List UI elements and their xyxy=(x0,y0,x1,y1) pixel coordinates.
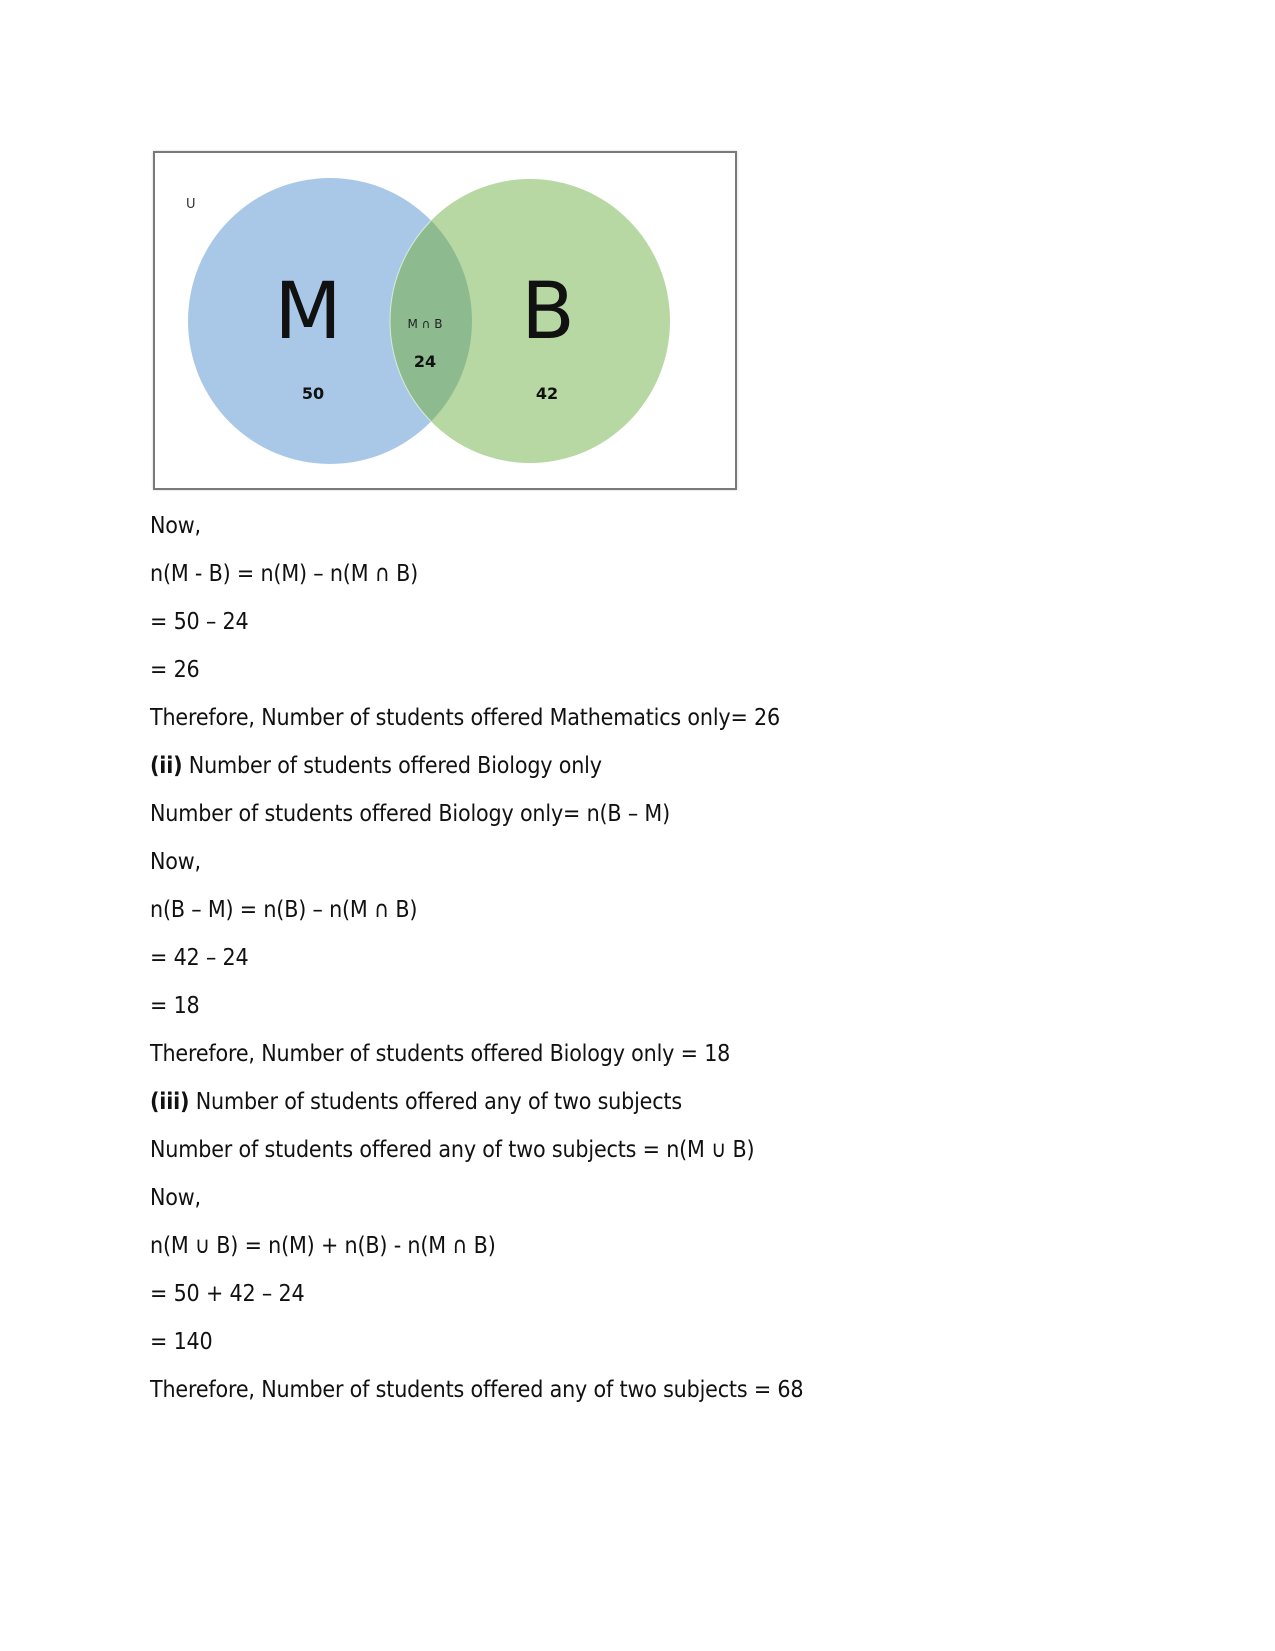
set-b-value: 42 xyxy=(535,384,559,403)
section-heading-iii: (iii) Number of students offered any of two subjects xyxy=(150,1089,682,1115)
set-b-label: B xyxy=(521,267,575,357)
text-line: Now, xyxy=(150,1185,201,1211)
text-line: Therefore, Number of students offered any of two subjects = 68 xyxy=(150,1377,804,1403)
text-line: = 50 – 24 xyxy=(150,609,249,635)
text-line: = 42 – 24 xyxy=(150,945,249,971)
text-line: n(M - B) = n(M) – n(M ∩ B) xyxy=(150,561,419,587)
text-line: = 140 xyxy=(150,1329,213,1355)
venn-diagram xyxy=(153,151,737,490)
universe-label: U xyxy=(186,197,196,212)
text-line: Number of students offered any of two subjects = n(M ∪ B) xyxy=(150,1137,755,1163)
solution-text xyxy=(150,514,876,1426)
set-m-label: M xyxy=(274,267,342,357)
intersection-value: 24 xyxy=(413,352,437,371)
text-line: n(M ∪ B) = n(M) + n(B) - n(M ∩ B) xyxy=(150,1233,496,1259)
text-line: = 26 xyxy=(150,657,200,683)
text-line: Therefore, Number of students offered Biology only = 18 xyxy=(150,1041,731,1067)
section-heading-ii: (ii) Number of students offered Biology only xyxy=(150,753,602,779)
venn-svg xyxy=(155,153,735,488)
text-line: = 18 xyxy=(150,993,200,1019)
text-line: Now, xyxy=(150,849,201,875)
text-line: n(B – M) = n(B) – n(M ∩ B) xyxy=(150,897,418,923)
text-line: Now, xyxy=(150,513,201,539)
set-m-value: 50 xyxy=(301,384,325,403)
text-line: Therefore, Number of students offered Mathematics only= 26 xyxy=(150,705,781,731)
text-line: Number of students offered Biology only= n(B – M) xyxy=(150,801,670,827)
intersection-label: M ∩ B xyxy=(407,317,443,331)
text-line: = 50 + 42 – 24 xyxy=(150,1281,305,1307)
